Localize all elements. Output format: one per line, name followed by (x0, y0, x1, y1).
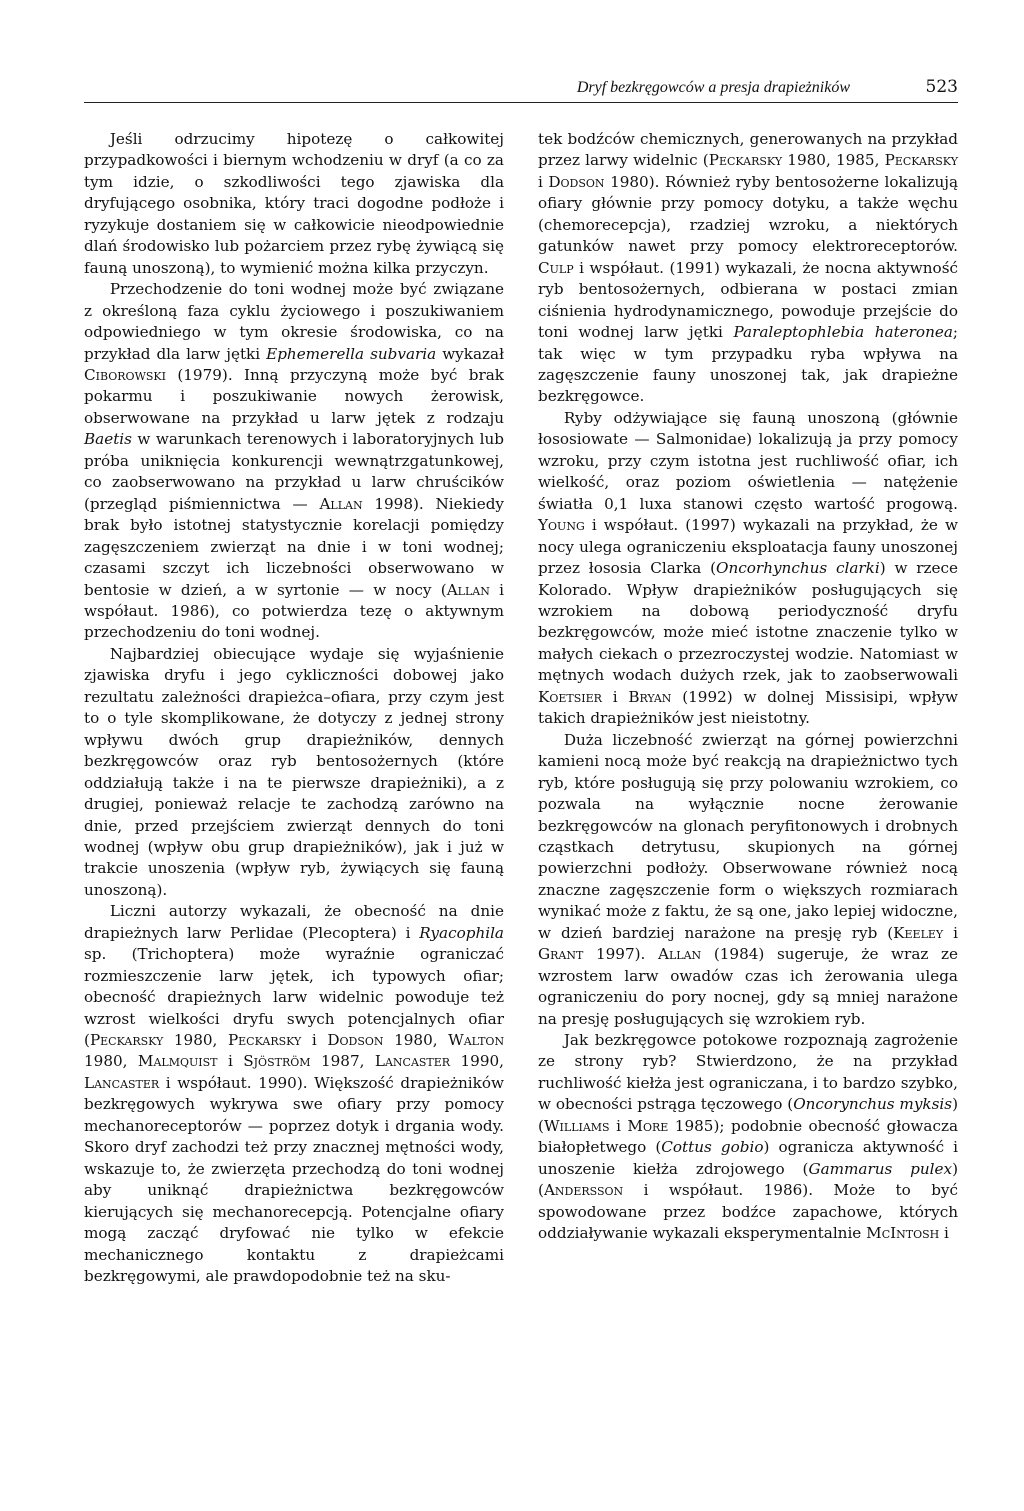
author-citation: Dodson (548, 172, 605, 191)
author-citation: Lancaster (374, 1052, 451, 1071)
author-citation: Andersson (543, 1181, 624, 1200)
paragraph-left-4: Liczni autorzy wykazali, że obecność na dnie drapieżnych larw Perlidae (Plecoptera) i Ryacophila sp. (Trichoptera) może wyraźnie ograniczać rozmieszczenie larw jętek, ich typowych ofiar; obecność drapieżnych larw widelnic powoduje też wzrost wielkości dryfu swych potencjalnych ofiar (Peckarsky 1980, Peckarsky i Dodson 1980, Walton 1980, Malmquist i Sjöström 1987, Lancaster 1990, Lancaster i współaut. 1990). Większość drapieżników bezkręgowych wykrywa swe ofiary przy pomocy mechanoreceptorów — poprzez dotyk i drgania wody. Skoro dryf zachodzi też przy znacznej mętności wody, wskazuje to, że zwierzęta przechodzą do toni wodnej aby uniknąć drapieżnictwa bezkręgowców kierujących się mechanorecepcją. Potencjalne ofiary mogą zacząć dryfować nie tylko w efekcie mechanicznego kontaktu z drapieżcami bezkręgowymi, ale prawdopodobnie też na sku- (84, 902, 505, 1286)
paragraph-left-3: Najbardziej obiecujące wydaje się wyjaśnienie zjawiska dryfu i jego cykliczności dobowej jako rezultatu zależności drapieżca–ofiara, przy czym jest to o tyle skomplikowane, że dotyczy z jednej strony wpływu dwóch grup drapieżników, dennych bezkręgowców oraz ryb bentosożernych (które oddziałują także i na te pierwsze drapieżniki), a z drugiej, ponieważ relacje te zachodzą zarówno na dnie, przed przejściem zwierząt dennych do toni wodnej (wpływ obu grup drapieżników), jak i już w trakcie unoszenia (wpływ ryb, żywiących się fauną unoszoną). (84, 644, 504, 899)
species-name: Cottus gobio (661, 1138, 764, 1157)
author-citation: Peckarsky (227, 1031, 302, 1050)
left-column (84, 129, 504, 1287)
genus-name: Ryacophila (419, 923, 504, 942)
author-citation: Allan (658, 945, 702, 964)
paragraph-left-1: Jeśli odrzucimy hipotezę o całkowitej przypadkowości i biernym wchodzeniu w dryf (a co za tym idzie, o szkodliwości tego zjawiska dla dryfującego osobnika, który traci dogodne podłoże i ryzykuje dostaniem się w całkowicie nieodpowiednie dlań środowisko lub pożarciem przez rybę żywiącą się fauną unoszoną), to wymienić można kilka przyczyn. (84, 130, 504, 277)
author-citation: Keeley (893, 923, 944, 942)
author-citation: Walton (448, 1031, 505, 1050)
author-citation: Williams (543, 1116, 610, 1135)
paragraph-right-3: Duża liczebność zwierząt na górnej powierzchni kamieni nocą może być reakcją na drapieżnictwo tych ryb, które posługują się przy polowaniu wzrokiem, co pozwala na wyłącznie nocne żerowanie bezkręgowców na glonach peryfitonowych i drobnych cząstkach detrytusu, skupionych na górnej powierzchni podłoży. Obserwowane również nocą znaczne zagęszczenie form o większych rozmiarach wynikać może z faktu, że są one, jako lepiej widoczne, w dzień bardziej narażone na presję ryb (Keeley i Grant 1997). Allan (1984) sugeruje, że wraz ze wzrostem larw owadów czas ich żerowania ulega ograniczeniu do pory nocnej, gdy są mniej narażone na presję posługujących się wzrokiem ryb. (538, 730, 959, 1028)
author-citation: Ciborowski (84, 365, 166, 384)
author-citation: Koetsier (538, 687, 602, 706)
author-citation: Peckarsky (884, 151, 958, 170)
author-citation: Malmquist (137, 1052, 218, 1071)
genus-name: Baetis (84, 430, 132, 449)
author-citation: Allan (319, 494, 363, 513)
author-citation: Lancaster (84, 1073, 160, 1092)
author-citation: Sjöström (243, 1052, 311, 1071)
paragraph-right-4: Jak bezkręgowce potokowe rozpoznają zagrożenie ze strony ryb? Stwierdzono, że na przykład ruchliwość kiełża jest ograniczana, i to bardzo szybko, w obecności pstrąga tęczowego (Oncorynchus myksis) (Williams i More 1985); podobnie obecność głowacza białopłetwego (Cottus gobio) ogranicza aktywność i unoszenie kiełża zdrojowego (Gammarus pulex) (Andersson i współaut. 1986). Może to być spowodowane przez bodźce zapachowe, których oddziaływanie wykazali eksperymentalnie McIntosh i (538, 1031, 959, 1243)
author-citation: Culp (538, 258, 574, 277)
author-citation: Dodson (327, 1031, 384, 1050)
author-citation: Allan (446, 580, 490, 599)
species-name: Oncorhynchus clarki (716, 559, 880, 578)
running-title: Dryf bezkręgowców a presja drapieżników (576, 79, 850, 96)
author-citation: More (627, 1116, 669, 1135)
species-name: Paraleptophlebia hateronea (733, 323, 953, 342)
author-citation: Peckarsky (708, 151, 783, 170)
author-citation: Young (538, 516, 585, 535)
paragraph-right-1: tek bodźców chemicznych, generowanych na przykład przez larwy widelnic (Peckarsky 1980, 1985, Peckarsky i Dodson 1980). Również ryby bentosożerne lokalizują ofiary głównie przy pomocy dotyku, a także węchu (chemorecepcja), rzadziej wzroku, a niektórych gatunków nawet przy pomocy elektroreceptorów. Culp i współaut. (1991) wykazali, że nocna aktywność ryb bentosożernych, odbierana w postaci zmian ciśnienia hydrodynamicznego, powoduje przejście do toni wodnej larw jętki Paraleptophlebia hateronea; tak więc w tym przypadku ryba wpływa na zagęszczenie fauny unoszonej tak, jak drapieżne bezkręgowce. (538, 130, 959, 406)
author-citation: Bryan (628, 687, 672, 706)
paragraph-right-2: Ryby odżywiające się fauną unoszoną (głównie łososiowate — Salmonidae) lokalizują ja przy pomocy wzroku, przy czym istotna jest ruchliwość ofiar, ich wielkość, oraz poziom oświetlenia — natężenie światła 0,1 luxa stanowi często wartość progową. Young i współaut. (1997) wykazali na przykład, że w nocy ulega ograniczeniu eksploatacja fauny unoszonej przez łososia Clarka (Oncorhynchus clarki) w rzece Kolorado. Wpływ drapieżników posługujących się wzrokiem na dobową periodyczność dryfu bezkręgowców, może mieć istotne znaczenie tylko w małych ciekach o przezroczystej wodzie. Natomiast w mętnych wodach dużych rzek, jak to zaobserwowali Koetsier i Bryan (1992) w dolnej Missisipi, wpływ takich drapieżników jest nieistotny. (538, 408, 959, 728)
species-name: Ephemerella subvaria (266, 344, 437, 363)
species-name: Gammarus pulex (808, 1159, 953, 1178)
right-column (538, 129, 958, 1245)
author-citation: Grant (538, 945, 584, 964)
page-number: 523 (925, 77, 958, 97)
author-citation: McIntosh (866, 1224, 940, 1243)
author-citation: Peckarsky (89, 1031, 164, 1050)
running-header (84, 76, 958, 103)
paragraph-left-2: Przechodzenie do toni wodnej może być związane z określoną faza cyklu życiowego i poszukiwaniem odpowiedniego w tym okresie środowiska, co na przykład dla larw jętki Ephemerella subvaria wykazał Ciborowski (1979). Inną przyczyną może być brak pokarmu i poszukiwanie nowych żerowisk, obserwowane na przykład u larw jętek z rodzaju Baetis w warunkach terenowych i laboratoryjnych lub próba uniknięcia konkurencji wewnątrzgatunkowej, co zaobserwowano na przykład u larw chruścików (przegląd piśmiennictwa — Allan 1998). Niekiedy brak było istotnej statystycznie korelacji pomiędzy zagęszczeniem zwierząt na dnie i w toni wodnej; czasami szczyt ich liczebności obserwowano w bentosie w dzień, a w syrtonie — w nocy (Allan i współaut. 1986), co potwierdza tezę o aktywnym przechodzeniu do toni wodnej. (84, 280, 505, 642)
species-name: Oncorynchus myksis (793, 1095, 953, 1114)
